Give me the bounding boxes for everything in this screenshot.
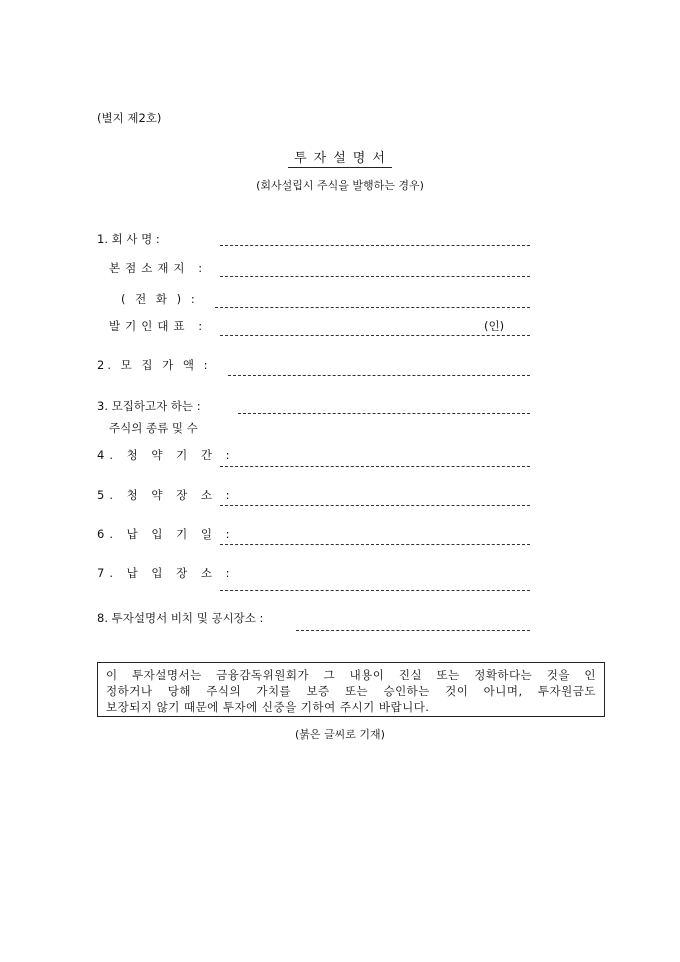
prospectus-place-label: 8. 투자설명서 비치 및 공시장소 :	[97, 611, 264, 625]
payment-date-line	[220, 544, 530, 545]
prospectus-place-line	[296, 630, 530, 631]
phone-label: ( 전 화 ) :	[121, 292, 198, 306]
annex-label: (별지 제2호)	[97, 111, 162, 125]
subscription-period-line	[220, 466, 530, 467]
payment-place-label: 7. 납 입 장 소 :	[97, 566, 235, 580]
disclaimer-line-2: 정하거나 당해 주식의 가치를 보증 또는 승인하는 것이 아니며, 투자원금도	[106, 684, 596, 698]
payment-date-label: 6. 납 입 기 일 :	[97, 527, 235, 541]
disclaimer-box	[97, 662, 605, 717]
promoter-rep-line	[220, 335, 530, 336]
seal-mark: (인)	[484, 319, 505, 333]
company-name-label: 1. 회 사 명 :	[97, 232, 160, 246]
head-office-line	[220, 276, 530, 277]
document-subtitle: (회사설립시 주식을 발행하는 경우)	[256, 179, 424, 192]
disclaimer-line-3: 보장되지 않기 때문에 투자에 신중을 기하여 주시기 바랍니다.	[106, 700, 430, 714]
promoter-rep-label: 발기인대표 :	[109, 319, 208, 333]
document-title	[0, 147, 680, 166]
shares-label-line2: 주식의 종류 및 수	[109, 421, 198, 435]
shares-label-line1: 3. 모집하고자 하는 :	[97, 399, 201, 413]
phone-line	[215, 307, 530, 308]
disclaimer-line-1: 이 투자설명서는 금융감독위원회가 그 내용이 진실 또는 정확하다는 것을 인	[106, 668, 596, 682]
raise-amount-line	[228, 375, 530, 376]
subscription-place-line	[220, 505, 530, 506]
raise-amount-label: 2. 모 집 가 액 :	[97, 358, 211, 372]
subscription-place-label: 5. 청 약 장 소 :	[97, 488, 235, 502]
red-ink-note: (붉은 글씨로 기재)	[295, 728, 385, 741]
subscription-period-label: 4. 청 약 기 간 :	[97, 448, 235, 462]
title-text: 투자설명서	[288, 151, 392, 168]
shares-line	[238, 413, 530, 414]
head-office-label: 본점소재지 :	[109, 261, 208, 275]
company-name-line	[220, 245, 530, 246]
payment-place-line	[220, 590, 530, 591]
